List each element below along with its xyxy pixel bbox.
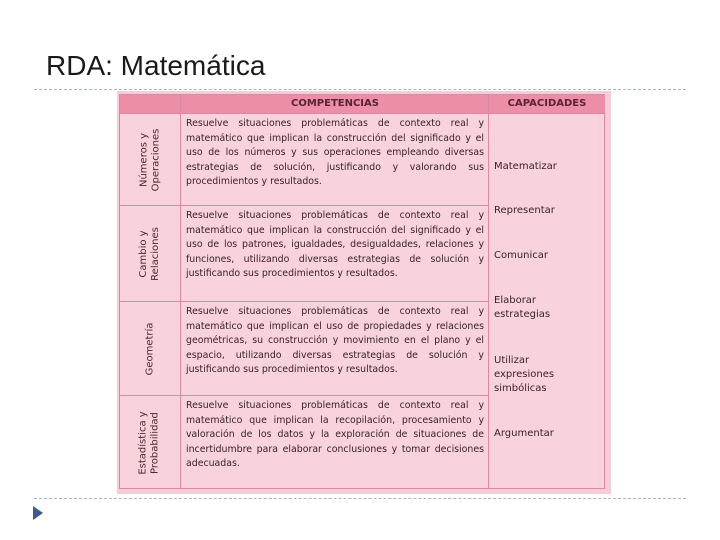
slide-title: RDA: Matemática — [46, 50, 266, 81]
capacidad-item: Matematizar — [494, 161, 557, 172]
capacidad-item: Elaborar estrategias — [494, 295, 551, 320]
category-cambio — [120, 205, 180, 302]
capacidad-item: Comunicar — [494, 250, 549, 261]
competencia-numeros: Resuelve situaciones problemáticas de contexto real y matemático que implican la construcción del significado y el uso de los números y sus operaciones empleando diversas estrategias de solución, justificando y valorando sus procedimientos y resultados. — [180, 113, 488, 205]
capacidades-column — [488, 113, 604, 488]
category-numeros — [120, 113, 180, 206]
header-competencias: COMPETENCIAS — [180, 95, 489, 113]
competencia-estadistica: Resuelve situaciones problemáticas de contexto real y matemático que implican la recopilación, procesamiento y valoración de los datos y la exploración de situaciones de incertidumbre para elaborar conclusiones y tomar decisiones adecuadas. — [180, 395, 488, 488]
category-label-line: Cambio y — [138, 230, 149, 278]
capacidad-item: Utilizar expresiones simbólicas — [494, 355, 555, 394]
category-label-line: Estadística y — [138, 410, 149, 475]
header-blank-cell — [120, 95, 180, 113]
title-divider — [34, 89, 686, 90]
category-estadistica — [120, 395, 180, 489]
category-label-line: Operaciones — [150, 128, 161, 192]
competencia-geometria: Resuelve situaciones problemáticas de contexto real y matemático que implican el uso de propiedades y relaciones geométricas, su construcción y movimiento en el plano y el espacio, utilizando diversas estrategias de solución y justificando sus procedimientos y resultados. — [180, 301, 488, 395]
category-label-line: Geometría — [143, 322, 155, 376]
capacidad-item: Argumentar — [494, 428, 554, 439]
category-label-line: Relaciones — [150, 227, 161, 281]
capacidad-item: Representar — [494, 205, 555, 216]
competencies-table — [119, 94, 605, 489]
bullet-arrow-icon — [33, 506, 43, 520]
competencies-table-image — [117, 91, 611, 494]
competencia-cambio: Resuelve situaciones problemáticas de contexto real y matemático que implican la construcción del significado y el uso de los patrones, igualdades, desigualdades, relaciones y funciones, utilizando diversas estrategias de solución y justificando sus procedimientos y resultados. — [180, 205, 488, 301]
category-geometria — [120, 301, 180, 396]
footer-divider — [34, 498, 686, 499]
header-capacidades: CAPACIDADES — [488, 95, 605, 113]
category-label-line: Números y — [138, 132, 149, 188]
category-label-line: Probabilidad — [150, 411, 161, 474]
